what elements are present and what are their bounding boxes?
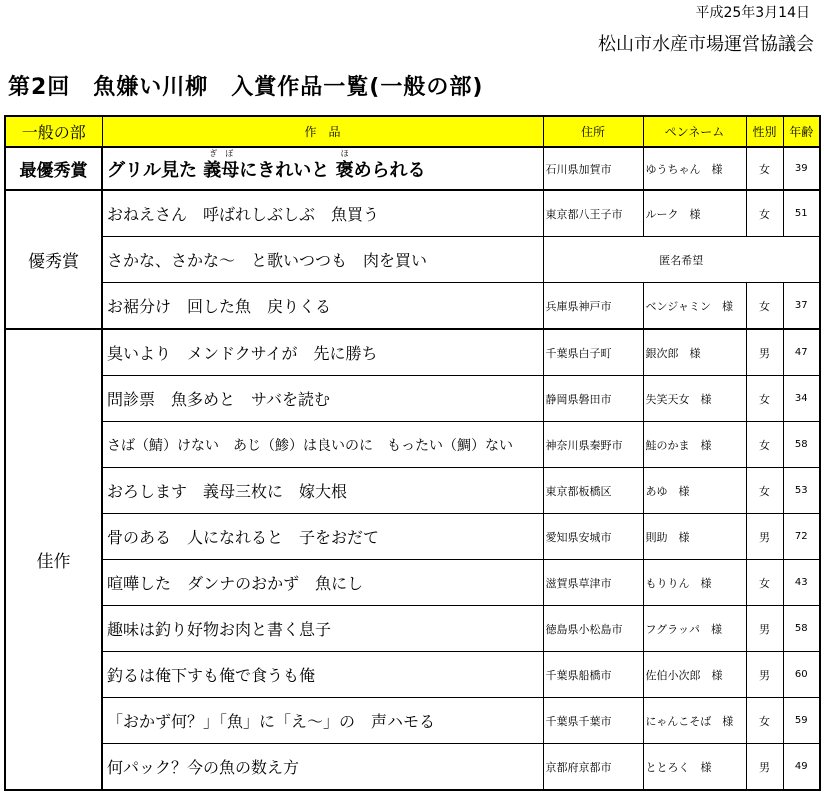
age-cell: 51 [783,190,820,237]
penname-cell: 鮭のかま 様 [643,422,746,468]
penname-cell: 銀次郎 様 [643,329,746,376]
penname-cell: 失笑天女 様 [643,376,746,422]
penname-cell: にゃんこそば 様 [643,698,746,744]
work-cell: 釣るは俺下すも俺で食うも俺 [102,652,543,698]
address-cell: 石川県加賀市 [543,147,643,190]
address-cell: 京都府京都市 [543,744,643,791]
work-cell: おねえさん 呼ばれしぶしぶ 魚買う [102,190,543,237]
work-cell: 骨のある 人になれると 子をおだて [102,514,543,560]
address-cell: 滋賀県草津市 [543,560,643,606]
table-row [5,237,820,283]
sex-cell: 女 [746,376,783,422]
table-row [5,652,820,698]
age-cell: 49 [783,744,820,791]
table-row [5,147,820,190]
table-row [5,514,820,560]
sex-cell: 女 [746,147,783,190]
sex-cell: 男 [746,606,783,652]
age-cell: 39 [783,147,820,190]
date-text: 平成25年3月14日 [695,5,810,21]
ruby-text: ほ [340,148,349,158]
age-cell: 47 [783,329,820,376]
age-cell: 43 [783,560,820,606]
table-row [5,329,820,376]
header-sex: 性別 [746,116,783,147]
work-cell: 喧嘩した ダンナのおかず 魚にし [102,560,543,606]
work-cell: お裾分け 回した魚 戻りくる [102,283,543,330]
category-cell: 最優秀賞 [5,147,102,190]
age-cell: 59 [783,698,820,744]
penname-cell: 佐伯小次郎 様 [643,652,746,698]
age-cell: 53 [783,468,820,514]
age-cell: 37 [783,283,820,330]
address-cell: 東京都板橋区 [543,468,643,514]
sex-cell: 女 [746,468,783,514]
penname-cell: フグラッパ 様 [643,606,746,652]
penname-cell: 則助 様 [643,514,746,560]
address-cell: 神奈川県秦野市 [543,422,643,468]
header-work: 作 品 [102,116,543,147]
header-address: 住所 [543,116,643,147]
header-penname: ペンネーム [643,116,746,147]
sex-cell: 男 [746,329,783,376]
address-cell: 静岡県磐田市 [543,376,643,422]
ruby-text: ぎ ぼ [209,148,234,158]
table-row [5,744,820,791]
work-cell: さば（鯖）けない あじ（鯵）は良いのに もったい（鯛）ない [102,422,543,468]
table-row [5,422,820,468]
work-cell: グリル見た 義母 ぎ ぼ にきれいと 褒 ほ められる [102,147,543,190]
sex-cell: 男 [746,652,783,698]
address-cell: 愛知県安城市 [543,514,643,560]
penname-cell: あゆ 様 [643,468,746,514]
table-row [5,468,820,514]
work-cell: さかな、さかな〜 と歌いつつも 肉を買い [102,237,543,283]
table-row [5,698,820,744]
header-age: 年齢 [783,116,820,147]
penname-cell: ルーク 様 [643,190,746,237]
sex-cell: 女 [746,190,783,237]
address-cell: 兵庫県神戸市 [543,283,643,330]
penname-cell: ベンジャミン 様 [643,283,746,330]
penname-cell: ゆうちゃん 様 [643,147,746,190]
sex-cell: 女 [746,422,783,468]
sex-cell: 女 [746,283,783,330]
page-title: 第2回 魚嫌い川柳 入賞作品一覧(一般の部) [8,75,484,100]
address-cell: 千葉県千葉市 [543,698,643,744]
age-cell: 34 [783,376,820,422]
address-cell: 千葉県船橋市 [543,652,643,698]
table-row [5,560,820,606]
work-cell: 臭いより メンドクサイが 先に勝ち [102,329,543,376]
header-category: 一般の部 [5,116,102,147]
table-row [5,283,820,330]
sex-cell: 男 [746,744,783,791]
age-cell: 58 [783,422,820,468]
table-row [5,606,820,652]
penname-cell: ととろく 様 [643,744,746,791]
age-cell: 60 [783,652,820,698]
category-cell: 佳作 [5,329,102,790]
work-cell: 何パック？今の魚の数え方 [102,744,543,791]
address-cell: 千葉県白子町 [543,329,643,376]
table-header-row [5,116,820,147]
sex-cell: 男 [746,514,783,560]
awards-table [4,115,821,791]
table-row [5,376,820,422]
table-row [5,190,820,237]
organization-name: 松山市水産市場運営協議会 [598,34,814,55]
work-cell: おろします 義母三枚に 嫁大根 [102,468,543,514]
work-cell: 「おかず何？」「魚」に「え〜」の 声ハモる [102,698,543,744]
address-cell: 東京都八王子市 [543,190,643,237]
category-cell: 優秀賞 [5,190,102,329]
age-cell: 72 [783,514,820,560]
age-cell: 58 [783,606,820,652]
work-cell: 趣味は釣り好物お肉と書く息子 [102,606,543,652]
sex-cell: 女 [746,698,783,744]
address-cell: 徳島県小松島市 [543,606,643,652]
anonymous-cell: 匿名希望 [543,237,820,283]
penname-cell: もりりん 様 [643,560,746,606]
work-cell: 問診票 魚多めと サバを読む [102,376,543,422]
sex-cell: 女 [746,560,783,606]
